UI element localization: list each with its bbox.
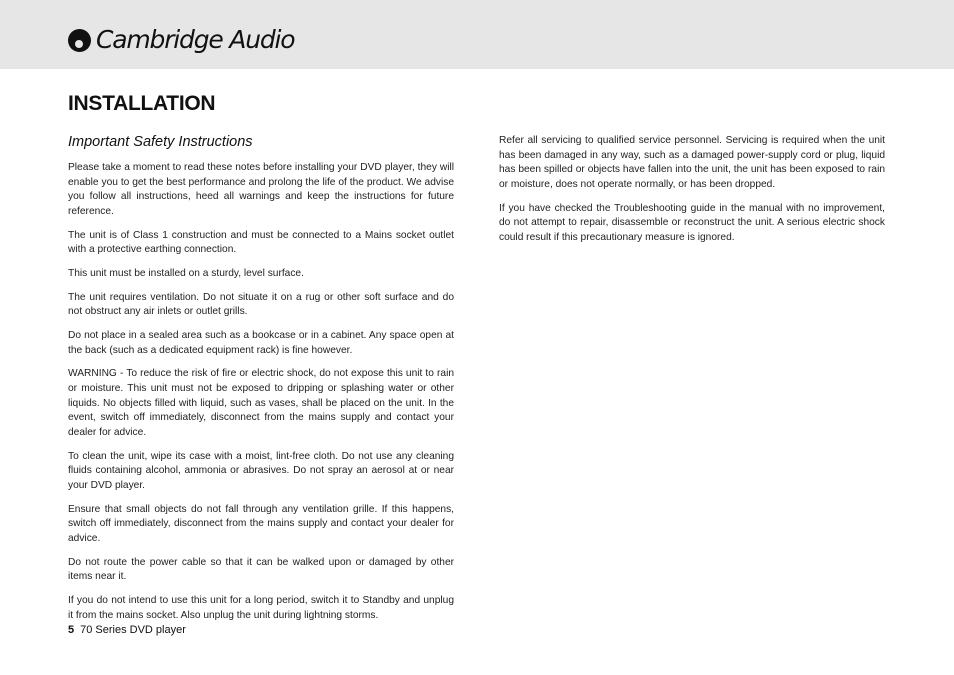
page-number: 5: [68, 624, 75, 636]
brand-logo: [68, 25, 294, 55]
header-band: [0, 0, 954, 69]
paragraph: Ensure that small objects do not fall through any ventilation grille. If this happens, switch off immediately, disconnect from the mains supply and contact your dealer for advice.: [68, 503, 454, 544]
page-footer: [68, 624, 186, 636]
right-column: [499, 134, 885, 255]
paragraph: Please take a moment to read these notes before installing your DVD player, they will enable you to get the best performance and prolong the life of the product. We advise you follow all instructions, heed all warnings and keep the instructions for future reference.: [68, 162, 454, 217]
paragraph: Refer all servicing to qualified service personnel. Servicing is required when the unit has been damaged in any way, such as a damaged power-supply cord or plug, liquid has been spilled or objects have fallen into the unit, the unit has been exposed to rain or moisture, does not operate normally, or has been dropped.: [499, 135, 885, 190]
footer-label: 70 Series DVD player: [80, 624, 186, 636]
paragraph: If you have checked the Troubleshooting guide in the manual with no improvement, do not attempt to repair, disassemble or reconstruct the unit. A serious electric shock could result if this precautionary measure is ignored.: [499, 202, 885, 243]
paragraph: This unit must be installed on a sturdy, level surface.: [68, 267, 304, 279]
section-heading: Important Safety Instructions: [68, 134, 253, 150]
paragraph: Do not route the power cable so that it can be walked upon or damaged by other items near it.: [68, 556, 454, 583]
paragraph: Do not place in a sealed area such as a bookcase or in a cabinet. Any space open at the back (such as a dedicated equipment rack) is fine however.: [68, 330, 454, 356]
warning-paragraph: WARNING - To reduce the risk of fire or electric shock, do not expose this unit to rain or moisture. This unit must not be exposed to dripping or splashing water or other liquids. No objects filled with liquid, such as vases, shall be placed on the unit. In the event, switch off immediately, disconnect from the mains supply and contact your dealer for advice.: [68, 368, 454, 438]
cambridge-audio-logo-icon: [68, 29, 91, 52]
paragraph: If you do not intend to use this unit for a long period, switch it to Standby and unplug it from the mains socket. Also unplug the unit during lightning storms.: [68, 594, 454, 621]
page-title: INSTALLATION: [68, 92, 216, 115]
left-column: [68, 161, 454, 632]
brand-name: Cambridge Audio: [96, 25, 295, 54]
paragraph: The unit requires ventilation. Do not situate it on a rug or other soft surface and do not obstruct any air inlets or outlet grills.: [68, 291, 454, 318]
paragraph: To clean the unit, wipe its case with a moist, lint-free cloth. Do not use any cleaning fluids containing alcohol, ammonia or abrasives. Do not spray an aerosol at or near your DVD player.: [68, 450, 454, 491]
paragraph: The unit is of Class 1 construction and must be connected to a Mains socket outlet with a protective earthing connection.: [68, 229, 454, 256]
